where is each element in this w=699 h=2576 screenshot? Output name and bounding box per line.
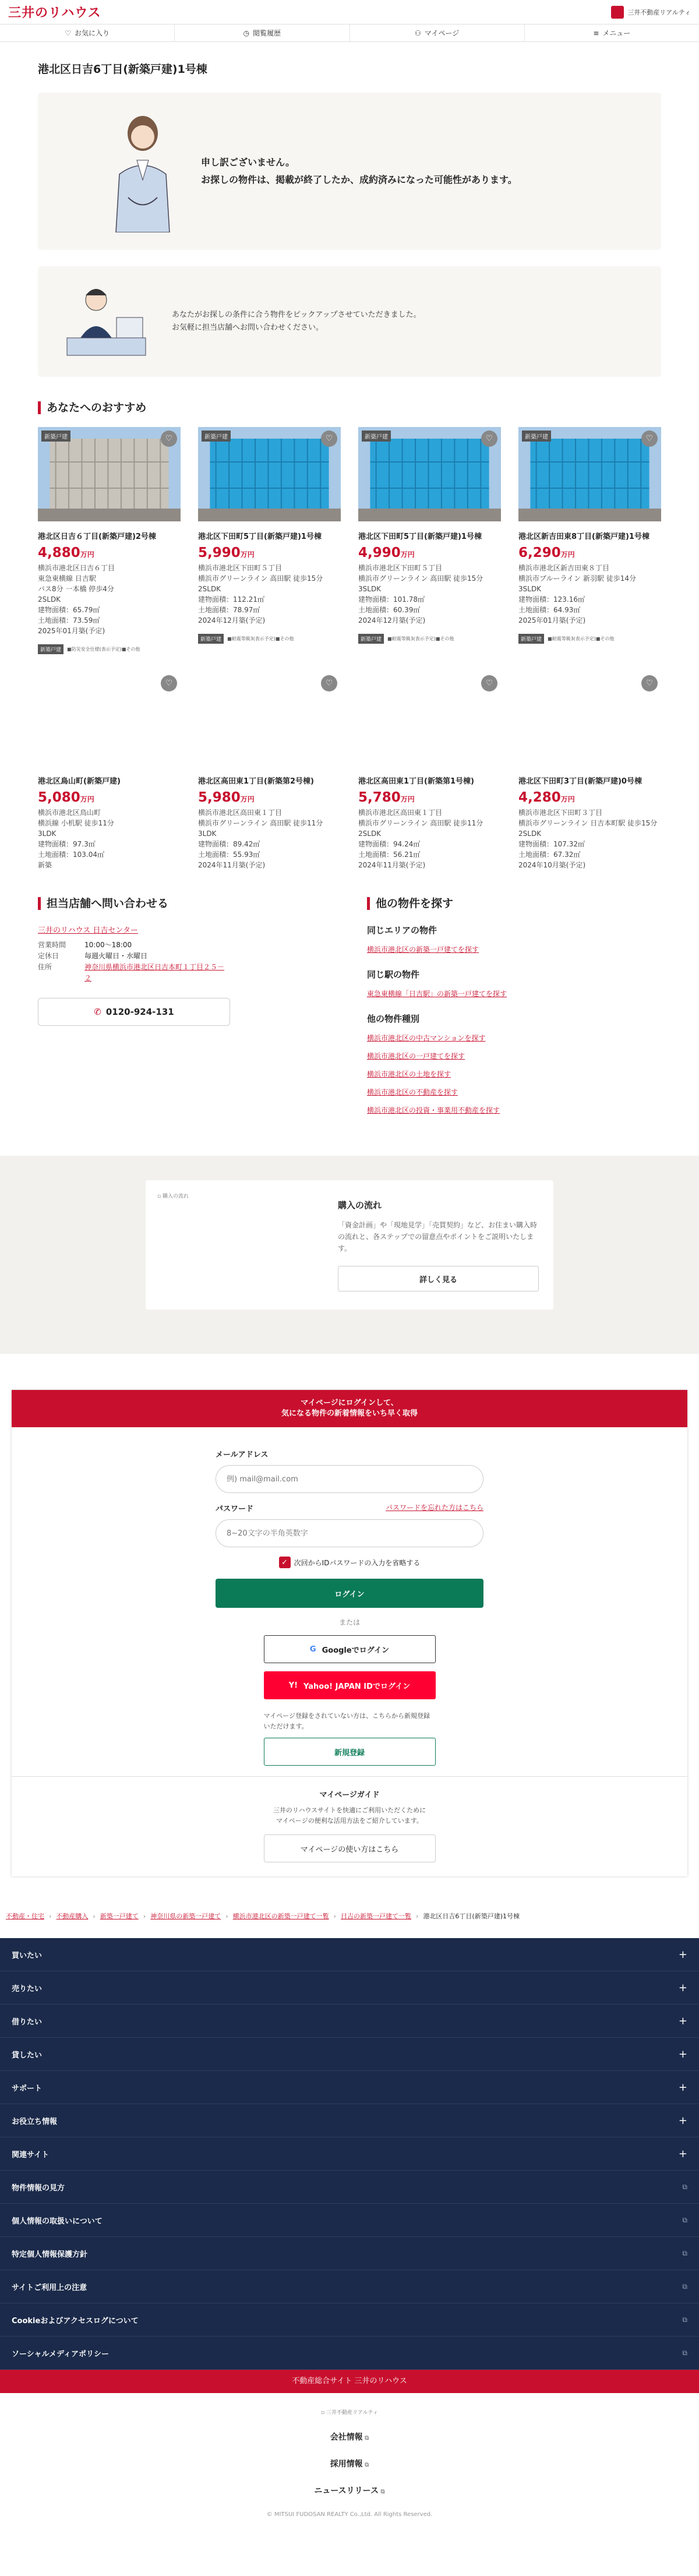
user-icon: ⚇ [414, 29, 421, 37]
google-icon: G [309, 1645, 316, 1654]
store-info-row [38, 951, 332, 962]
breadcrumb-separator-icon: › [93, 1912, 96, 1920]
footer-link-5[interactable] [0, 2337, 699, 2370]
price-unit: 万円 [80, 551, 94, 559]
external-link-icon: ⧉ [682, 2182, 687, 2191]
footer-accordion-label: 売りたい [12, 1984, 43, 1993]
footer-accordion-6[interactable] [0, 2137, 699, 2171]
price-unit: 万円 [400, 795, 415, 803]
property-detail: 東急東横線 日吉駅 [38, 574, 96, 583]
favorite-heart-icon[interactable]: ♡ [161, 675, 177, 691]
property-detail: 建物面積：97.3㎡ [38, 840, 96, 848]
favorite-heart-icon[interactable]: ♡ [481, 430, 497, 447]
property-name: 港北区日吉６丁目(新築戸建)2号棟 [38, 532, 156, 541]
footer-menu [0, 1938, 699, 2370]
property-detail: 建物面積：65.79㎡ [38, 606, 100, 614]
property-tags [38, 644, 181, 654]
type-tag: 新築戸建 [38, 644, 63, 654]
property-card[interactable] [518, 672, 661, 870]
or-divider: または [338, 1618, 360, 1626]
top-nav [0, 24, 699, 42]
staff-illustration [61, 283, 149, 361]
property-detail: 横浜市ブルーライン 新羽駅 徒歩14分 [518, 574, 637, 583]
footer-accordion-label: 買いたい [12, 1951, 43, 1960]
property-photo[interactable] [518, 427, 661, 521]
property-badge: 新築戸建 [202, 430, 231, 442]
guide-image-alt: 購入の流れ [162, 1194, 189, 1199]
contact-section [38, 897, 332, 1115]
search-link[interactable]: 東急東横線「日吉駅」の新築一戸建てを探す [367, 990, 507, 998]
breadcrumb-link[interactable]: 新築一戸建て [100, 1912, 139, 1920]
login-button[interactable]: ログイン [216, 1579, 483, 1608]
tel-number: 0120-924-131 [105, 1007, 174, 1017]
plus-icon: + [678, 2014, 687, 2027]
pickup-line-1: あなたがお探しの条件に合う物件をピックアップさせていただきました。 [172, 310, 421, 319]
property-price [38, 545, 181, 563]
price-unit: 万円 [240, 551, 255, 559]
breadcrumb-link[interactable]: 横浜市港北区の新築一戸建て一覧 [232, 1912, 329, 1920]
property-detail: 建物面積：101.78㎡ [358, 595, 425, 604]
other-group-heading: 同じエリアの物件 [367, 925, 437, 936]
property-price [198, 545, 341, 563]
breadcrumb-link[interactable]: 不動産・住宅 [6, 1912, 44, 1920]
footer-link-label: ソーシャルメディアポリシー [12, 2349, 110, 2359]
price-value: 5,080 [38, 790, 80, 805]
footer-link-3[interactable] [0, 2270, 699, 2303]
price-unit: 万円 [80, 795, 94, 803]
broken-image-icon: ▫ [157, 1194, 161, 1199]
email-label: メールアドレス [216, 1451, 269, 1459]
property-detail: 建物面積：94.24㎡ [358, 840, 421, 848]
property-detail: 横浜市グリーンライン 高田駅 徒歩11分 [358, 819, 483, 827]
apology-illustration [102, 110, 183, 232]
property-badge: 新築戸建 [41, 430, 70, 442]
external-link-icon: ⧉ [682, 2348, 687, 2357]
store-info-value: 毎週火曜日・水曜日 [84, 952, 148, 960]
price-value: 5,980 [198, 790, 241, 805]
property-detail: 建物面積：123.16㎡ [518, 595, 585, 604]
address-link[interactable]: 神奈川県横浜市港北区日吉本町１丁目２５－２ [84, 963, 225, 982]
property-detail: 土地面積：55.93㎡ [198, 851, 260, 859]
other-search-section [367, 897, 661, 1115]
plus-icon: + [678, 2147, 687, 2160]
property-detail: 横浜市港北区鳥山町 [38, 809, 101, 817]
site-header [0, 0, 699, 24]
breadcrumb-separator-icon: › [49, 1912, 52, 1920]
property-badge: 新築戸建 [522, 430, 551, 442]
search-link[interactable]: 横浜市港北区の土地を探す [367, 1070, 451, 1078]
remember-label: 次回からIDパスワードの入力を省略する [294, 1558, 421, 1567]
plus-icon: + [678, 2114, 687, 2127]
breadcrumb-link[interactable]: 日吉の新築一戸建て一覧 [341, 1912, 412, 1920]
property-detail: 横浜市グリーンライン 高田駅 徒歩11分 [198, 819, 323, 827]
property-price [358, 545, 501, 563]
brand-name: 三井不動産リアルティ [627, 8, 691, 16]
footer-accordion-2[interactable] [0, 2005, 699, 2038]
breadcrumb-link[interactable]: 神奈川県の新築一戸建て [150, 1912, 221, 1920]
feature-tag: ■耐震等級3(表示予定)■その他 [548, 636, 615, 641]
property-price [518, 789, 661, 807]
property-tags [518, 634, 661, 644]
main-content [38, 61, 661, 1115]
feature-tag: ■防災安全仕様(表示予定)■その他 [67, 647, 140, 652]
property-name: 港北区高田東1丁目(新築第2号棟) [198, 777, 314, 786]
property-name: 港北区鳥山町(新築戸建) [38, 777, 121, 786]
breadcrumb-separator-icon: › [333, 1912, 337, 1920]
mypage-guide-button[interactable]: マイページの使い方はこちら [264, 1834, 436, 1862]
other-group-heading: 同じ駅の物件 [367, 969, 420, 980]
purchase-guide-area [0, 1156, 699, 1354]
footer-accordion-0[interactable] [0, 1938, 699, 1971]
property-name: 港北区下田町5丁目(新築戸建)1号棟 [198, 532, 322, 541]
type-tag: 新築戸建 [518, 634, 544, 644]
other-group-heading: 他の物件種別 [367, 1014, 420, 1024]
footer-bottom [0, 2393, 699, 2518]
register-button[interactable]: 新規登録 [264, 1738, 436, 1766]
property-detail: 土地面積：103.04㎡ [38, 851, 104, 859]
property-name: 港北区新吉田東8丁目(新築戸建)1号棟 [518, 532, 649, 541]
property-name: 港北区下田町3丁目(新築戸建)0号棟 [518, 777, 642, 786]
property-photo[interactable] [198, 427, 341, 521]
property-photo[interactable] [358, 672, 501, 766]
property-tags [358, 634, 501, 644]
external-link-icon: ⧉ [682, 2282, 687, 2291]
sorry-line-1: 申し訳ございません。 [201, 157, 295, 168]
property-detail: 2024年11月築(予定) [358, 861, 426, 869]
property-photo[interactable] [38, 672, 181, 766]
footer-link-2[interactable] [0, 2237, 699, 2270]
plus-icon: + [678, 2081, 687, 2094]
guide-detail-button[interactable]: 詳しく見る [338, 1266, 539, 1291]
footer-link-label: 物件情報の見方 [12, 2183, 65, 2193]
check-icon: ✓ [279, 1557, 291, 1568]
other-title: 他の物件を探す [367, 897, 661, 910]
store-link[interactable]: 三井のリハウス 日吉センター [38, 926, 138, 935]
external-link-icon: ⧉ [682, 2215, 687, 2224]
nav-label: お気に入り [75, 29, 110, 37]
favorite-heart-icon[interactable]: ♡ [641, 675, 658, 691]
login-panel [12, 1390, 687, 1876]
broken-image-icon: ▫ [321, 2410, 325, 2416]
property-price [518, 545, 661, 563]
search-link[interactable]: 横浜市港北区の中古マンションを探す [367, 1034, 486, 1042]
store-info-label: 営業時間 [38, 941, 66, 949]
phone-icon: ✆ [94, 1007, 101, 1017]
heart-icon: ♡ [65, 29, 71, 37]
remember-checkbox[interactable] [216, 1557, 483, 1568]
property-detail: 2SLDK [518, 830, 542, 838]
property-detail: 横浜市港北区下田町３丁目 [518, 809, 603, 817]
property-detail: 横浜市港北区下田町５丁目 [198, 564, 283, 572]
feature-tag: ■耐震等級3(表示予定)■その他 [387, 636, 454, 641]
price-value: 6,290 [518, 545, 561, 560]
property-detail: 3SLDK [518, 585, 542, 593]
property-name: 港北区下田町5丁目(新築戸建)1号棟 [358, 532, 482, 541]
favorite-heart-icon[interactable]: ♡ [641, 430, 658, 447]
register-note: マイページ登録をされていない方は、こちらから新規登録いただけます。 [263, 1712, 430, 1730]
property-detail: 横浜市港北区高田東１丁目 [358, 809, 443, 817]
property-price [358, 789, 501, 807]
footer-bottom-link[interactable] [0, 2458, 699, 2469]
search-link[interactable]: 横浜市港北区の不動産を探す [367, 1088, 458, 1096]
footer-link-label: サイトご利用上の注意 [12, 2283, 87, 2292]
external-link-icon: ⧉ [682, 2315, 687, 2324]
price-unit: 万円 [560, 795, 575, 803]
history-icon: ◷ [243, 29, 250, 37]
plus-icon: + [678, 1981, 687, 1994]
property-detail: 2024年12月築(予定) [358, 616, 426, 624]
property-grid [38, 427, 661, 870]
search-link[interactable]: 横浜市港北区の新築一戸建てを探す [367, 945, 479, 954]
property-detail: 横浜市港北区高田東１丁目 [198, 809, 283, 817]
property-tags [198, 634, 341, 644]
brand-logo[interactable] [611, 6, 691, 19]
password-field[interactable] [216, 1519, 483, 1547]
type-tag: 新築戸建 [358, 634, 384, 644]
nav-item-2[interactable] [350, 24, 525, 41]
purchase-guide-card [146, 1180, 553, 1310]
footer-accordion-4[interactable] [0, 2071, 699, 2104]
favorite-heart-icon[interactable]: ♡ [481, 675, 497, 691]
footer-accordion-label: 貸したい [12, 2051, 43, 2060]
footer-link-label: Cookieおよびアクセスログについて [12, 2316, 139, 2326]
footer-link-0[interactable] [0, 2171, 699, 2204]
login-head-2: 気になる物件の新着情報をいち早く取得 [281, 1409, 418, 1418]
password-label: パスワード パスワードを忘れた方はこちら [216, 1504, 483, 1513]
favorite-heart-icon[interactable]: ♡ [161, 430, 177, 447]
price-value: 5,780 [358, 790, 401, 805]
property-card[interactable] [518, 427, 661, 654]
property-card[interactable] [358, 672, 501, 870]
property-detail: 2SLDK [358, 830, 382, 838]
nav-item-3[interactable] [525, 24, 699, 41]
footer-link-1[interactable] [0, 2204, 699, 2237]
login-header [12, 1390, 687, 1427]
breadcrumb-current: 港北区日吉6丁目(新築戸建)1号棟 [423, 1912, 520, 1920]
property-detail: 横浜線 小机駅 徒歩11分 [38, 819, 114, 827]
price-unit: 万円 [240, 795, 255, 803]
google-login-button[interactable]: G Googleでログイン [264, 1635, 436, 1663]
property-detail: 建物面積：107.32㎡ [518, 840, 585, 848]
footer-link-label: 個人情報の取扱いについて [12, 2217, 103, 2226]
brand-mark-icon [611, 6, 624, 19]
yahoo-icon: Y! [288, 1681, 298, 1690]
breadcrumb-separator-icon: › [143, 1912, 146, 1920]
property-price [198, 789, 341, 807]
footer-accordion-5[interactable] [0, 2104, 699, 2137]
search-link[interactable]: 横浜市港北区の一戸建てを探す [367, 1052, 465, 1060]
footer-accordion-label: サポート [12, 2084, 43, 2093]
footer-accordion-3[interactable] [0, 2038, 699, 2071]
property-photo[interactable] [518, 672, 661, 766]
property-detail: 横浜市グリーンライン 高田駅 徒歩15分 [198, 574, 323, 583]
price-value: 4,280 [518, 790, 561, 805]
property-card[interactable] [358, 427, 501, 654]
mypage-guide-title: マイページガイド [319, 1791, 380, 1799]
property-photo[interactable] [358, 427, 501, 521]
footer-bottom-link-label: ニュースリリース [314, 2486, 379, 2496]
page-title: 港北区日吉6丁目(新築戸建)1号棟 [38, 63, 207, 76]
sorry-line-2: お探しの物件は、掲載が終了したか、成約済みになった可能性があります。 [201, 174, 517, 185]
price-unit: 万円 [560, 551, 575, 559]
property-detail: 土地面積：56.21㎡ [358, 851, 421, 859]
property-detail: 2024年11月築(予定) [198, 861, 266, 869]
footer-accordion-1[interactable] [0, 1971, 699, 2005]
site-logo[interactable]: 三井のリハウス [8, 6, 101, 20]
copyright: © MITSUI FUDOSAN REALTY Co.,Ltd. All Rights Reserved. [266, 2511, 433, 2518]
property-detail: 土地面積：60.39㎡ [358, 606, 421, 614]
footer-bottom-link[interactable] [0, 2431, 699, 2443]
menu-icon: ≡ [593, 29, 599, 37]
property-detail: 2025年01月築(予定) [518, 616, 586, 624]
store-info-value: 10:00〜18:00 [84, 941, 132, 949]
property-price [38, 789, 181, 807]
address-label: 住所 [38, 963, 52, 971]
footer-bottom-link[interactable] [0, 2485, 699, 2496]
property-badge: 新築戸建 [362, 430, 391, 442]
property-detail: 2SLDK [198, 585, 221, 593]
nav-label: 閲覧履歴 [253, 29, 281, 37]
breadcrumb-separator-icon: › [416, 1912, 419, 1920]
store-address [38, 962, 332, 984]
not-found-message [38, 93, 661, 250]
pickup-line-2: お気軽に担当店舗へお問い合わせください。 [172, 323, 324, 332]
property-detail: 土地面積：67.32㎡ [518, 851, 581, 859]
price-value: 4,990 [358, 545, 401, 560]
property-card[interactable] [38, 427, 181, 654]
property-detail: 土地面積：78.97㎡ [198, 606, 260, 614]
tel-button[interactable] [38, 998, 230, 1026]
forgot-password-link[interactable]: パスワードを忘れた方はこちら [385, 1504, 483, 1512]
mypage-guide-text-1: 三井のリハウスサイトを快適にご利用いただくために [273, 1806, 426, 1814]
guide-image [157, 1192, 326, 1298]
nav-label: メニュー [602, 29, 631, 37]
contact-title: 担当店舗へ問い合わせる [38, 897, 332, 910]
favorite-heart-icon[interactable]: ♡ [321, 430, 337, 447]
external-link-icon: ⧉ [362, 2462, 369, 2468]
property-detail: 横浜市港北区下田町５丁目 [358, 564, 443, 572]
footer-link-4[interactable] [0, 2303, 699, 2337]
recommendations [38, 401, 661, 870]
property-detail: 3SLDK [358, 585, 382, 593]
nav-item-0[interactable] [0, 24, 175, 41]
favorite-heart-icon[interactable]: ♡ [321, 675, 337, 691]
property-photo[interactable] [38, 427, 181, 521]
property-detail: 2024年12月築(予定) [198, 616, 266, 624]
property-detail: 横浜市港北区日吉６丁目 [38, 564, 115, 572]
nav-item-1[interactable] [175, 24, 350, 41]
property-name: 港北区高田東1丁目(新築第1号棟) [358, 777, 474, 786]
price-value: 5,990 [198, 545, 241, 560]
external-link-icon: ⧉ [682, 2249, 687, 2257]
breadcrumb-separator-icon: › [225, 1912, 228, 1920]
breadcrumb-link[interactable]: 不動産購入 [56, 1912, 89, 1920]
property-card[interactable] [38, 672, 181, 870]
footer-bar: 不動産総合サイト 三井のリハウス [0, 2370, 699, 2393]
property-detail: 新築 [38, 861, 52, 869]
mypage-guide-text-2: マイページの便利な活用方法をご紹介しています。 [276, 1817, 423, 1825]
footer-accordion-label: 関連サイト [12, 2150, 50, 2159]
property-card[interactable] [198, 427, 341, 654]
property-detail: 横浜市グリーンライン 高田駅 徒歩15分 [358, 574, 483, 583]
property-detail: 3LDK [38, 830, 57, 838]
property-detail: バス8分 一本橋 停歩4分 [38, 585, 114, 593]
price-value: 4,880 [38, 545, 80, 560]
footer-accordion-label: 借りたい [12, 2017, 43, 2027]
yahoo-login-button[interactable]: Y! Yahoo! JAPAN IDでログイン [264, 1671, 436, 1699]
plus-icon: + [678, 2048, 687, 2060]
price-unit: 万円 [400, 551, 415, 559]
store-info-label: 定休日 [38, 952, 59, 960]
login-head-1: マイページにログインして、 [301, 1399, 398, 1407]
type-tag: 新築戸建 [198, 634, 224, 644]
external-link-icon: ⧉ [362, 2435, 369, 2441]
footer-bottom-link-label: 採用情報 [330, 2459, 363, 2469]
recommend-title: あなたへのおすすめ [38, 401, 661, 414]
property-detail: 横浜市グリーンライン 日吉本町駅 徒歩15分 [518, 819, 658, 827]
search-link[interactable]: 横浜市港北区の投資・事業用不動産を探す [367, 1106, 500, 1114]
property-photo[interactable] [198, 672, 341, 766]
property-detail: 建物面積：112.21㎡ [198, 595, 264, 604]
footer-logo[interactable]: ▫ 三井不動産リアルティ [321, 2410, 378, 2416]
footer-bottom-link-label: 会社情報 [330, 2433, 363, 2442]
property-detail: 横浜市港北区新吉田東８丁目 [518, 564, 610, 572]
property-detail: 2SLDK [38, 595, 61, 604]
email-field[interactable] [216, 1465, 483, 1493]
feature-tag: ■耐震等級3(表示予定)■その他 [227, 636, 294, 641]
property-detail: 2024年10月築(予定) [518, 861, 586, 869]
property-detail: 3LDK [198, 830, 217, 838]
mypage-guide [12, 1776, 687, 1876]
external-link-icon: ⧉ [378, 2489, 385, 2495]
footer-link-label: 特定個人情報保護方針 [12, 2250, 88, 2259]
footer-accordion-label: お役立ち情報 [12, 2117, 58, 2126]
property-detail: 建物面積：89.42㎡ [198, 840, 260, 848]
plus-icon: + [678, 1948, 687, 1961]
pickup-message [38, 266, 661, 377]
property-detail: 2025年01月築(予定) [38, 627, 105, 635]
nav-label: マイページ [424, 29, 460, 37]
store-info-row [38, 940, 332, 951]
property-detail: 土地面積：64.93㎡ [518, 606, 581, 614]
property-detail: 土地面積：73.59㎡ [38, 616, 100, 624]
guide-title: 購入の流れ [338, 1200, 382, 1211]
guide-text: 「資金計画」や「現地見学」「売買契約」など、お住まい購入時の流れと、各ステップでの留意点やポイントをご説明いたします。 [338, 1221, 538, 1252]
breadcrumb [6, 1911, 693, 1921]
property-card[interactable] [198, 672, 341, 870]
